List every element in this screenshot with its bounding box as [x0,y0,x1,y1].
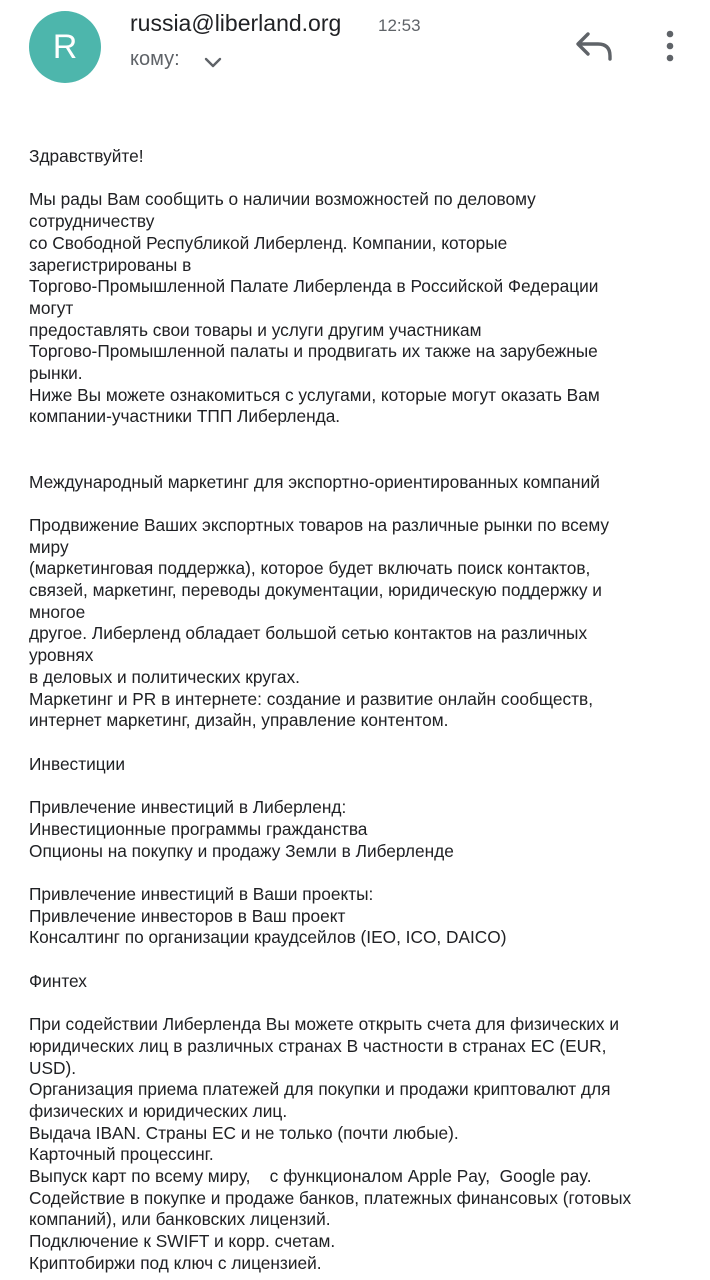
message-time: 12:53 [378,16,421,35]
body-line: Здравствуйте! [29,146,144,166]
body-line: физических и юридических лиц. [29,1100,288,1121]
body-line: Привлечение инвестиций в Либерленд: [29,797,347,818]
body-line: юридических лиц в различных странах В частности в странах ЕС (EUR, [29,1035,607,1056]
body-line: Международный маркетинг для экспортно-ориентированных компаний [29,471,600,492]
body-line: Консалтинг по организации краудсейлов (IEO, ICO, DAICO) [29,927,507,948]
body-line: USD). [29,1057,77,1078]
body-line: компаний), или банковских лицензий. [29,1209,331,1230]
body-line [29,450,699,472]
body-line: многое [29,601,86,622]
body-line [29,493,699,515]
body-line: Инвестиционные программы гражданства [29,818,368,839]
body-line: рынки. [29,363,83,384]
body-line: Торгово-Промышленной Палате Либерленда в Российской Федерации [29,276,599,297]
recipient-label[interactable]: кому: [130,48,180,70]
body-line [29,168,699,190]
body-line: (маркетинговая поддержка), которое будет включать поиск контактов, [29,558,591,579]
body-line: уровнях [29,645,94,666]
body-line: предоставлять свои товары и услуги другим участникам [29,319,482,340]
body-line [29,775,699,797]
body-line: другое. Либерленд обладает большой сетью контактов на различных [29,623,588,644]
body-line: сотрудничеству [29,211,155,232]
body-line: Привлечение инвесторов в Ваш проект [29,905,346,926]
body-line: Подключение к SWIFT и корр. счетам. [29,1231,336,1252]
body-line: Маркетинг и PR в интернете: создание и развитие онлайн сообществ, [29,688,594,709]
body-line [29,428,699,450]
body-line: связей, маркетинг, переводы документации, юридическую поддержку и [29,580,602,601]
body-line: Выпуск карт по всему миру, с функционалом Apple Pay, Google pay. [29,1166,592,1187]
message-body [29,146,699,1275]
body-line: Инвестиции [29,753,125,774]
message-header [0,0,710,100]
body-line [29,862,699,884]
body-line: При содействии Либерленда Вы можете открыть счета для физических и [29,1014,619,1035]
body-line: Карточный процессинг. [29,1144,214,1165]
body-line: Содействие в покупке и продаже банков, платежных финансовых (готовых [29,1187,632,1208]
body-line: Привлечение инвестиций в Ваши проекты: [29,883,374,904]
sender-address[interactable]: russia@liberland.org [130,10,342,36]
body-line: в деловых и политических кругах. [29,666,300,687]
reply-icon[interactable] [574,28,614,64]
body-line: Опционы на покупку и продажу Земли в Либерленде [29,840,454,861]
body-line [29,732,699,754]
body-line: зарегистрированы в [29,254,192,275]
body-line: Ниже Вы можете ознакомиться с услугами, которые могут оказать Вам [29,384,600,405]
body-line [29,992,699,1014]
body-line: Торгово-Промышленной палаты и продвигать их также на зарубежные [29,341,598,362]
body-line: миру [29,536,69,557]
sender-avatar[interactable]: R [29,11,101,83]
body-line: Выдача IBAN. Страны ЕС и не только (почти любые). [29,1122,459,1143]
body-line: со Свободной Республикой Либерленд. Компании, которые [29,232,508,253]
body-line: могут [29,297,74,318]
chevron-down-icon[interactable] [202,54,224,72]
body-line: интернет маркетинг, дизайн, управление контентом. [29,710,449,731]
body-line: Криптобиржи под ключ с лицензией. [29,1252,322,1273]
body-line: Организация приема платежей для покупки и продажи криптовалют для [29,1079,611,1100]
body-line: Мы рады Вам сообщить о наличии возможностей по деловому [29,189,536,210]
body-line [29,949,699,971]
body-line: Финтех [29,970,87,991]
body-line: Продвижение Ваших экспортных товаров на различные рынки по всему [29,514,610,535]
more-vert-icon[interactable] [656,28,684,68]
body-line: компании-участники ТПП Либерленда. [29,406,341,427]
